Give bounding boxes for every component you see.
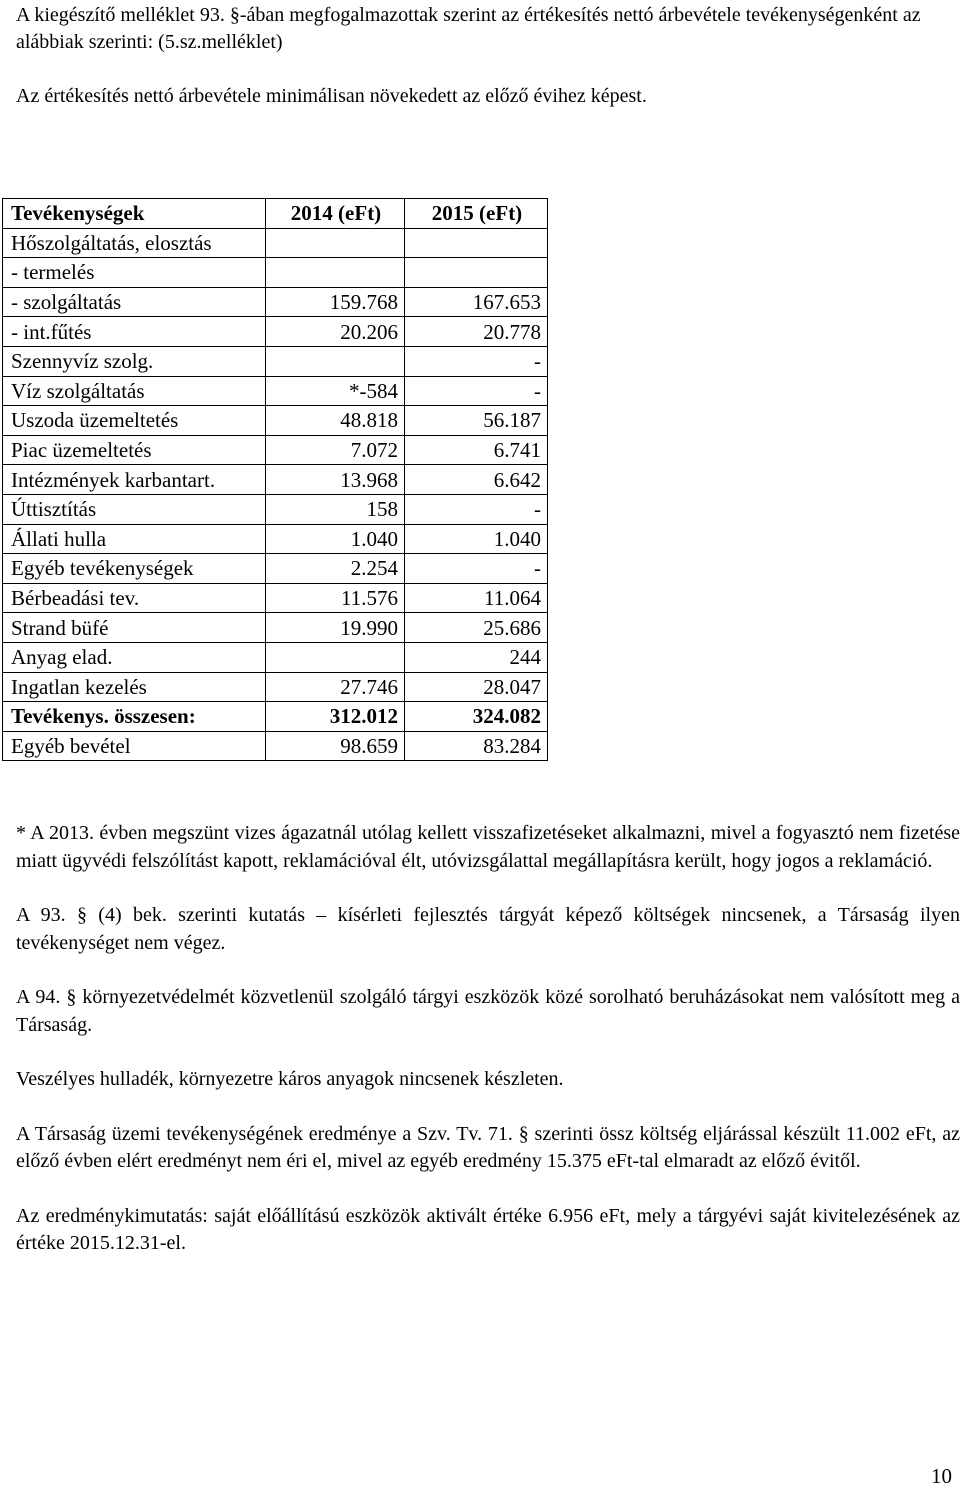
- intro-line-2: Az értékesítés nettó árbevétele minimálisan növekedett az előző évihez képest.: [16, 85, 647, 107]
- value-2014-cell: 1.040: [266, 524, 405, 554]
- header-activity: Tevékenységek: [3, 199, 266, 229]
- activity-cell: - szolgáltatás: [3, 287, 266, 317]
- activity-cell: Úttisztítás: [3, 494, 266, 524]
- value-2014-cell: [266, 642, 405, 672]
- activity-cell: Szennyvíz szolg.: [3, 346, 266, 376]
- activity-cell: Víz szolgáltatás: [3, 376, 266, 406]
- table-row: [3, 731, 548, 761]
- value-2015-cell: 6.642: [405, 465, 548, 495]
- activity-cell: Egyéb tevékenységek: [3, 554, 266, 584]
- activity-cell: - int.fűtés: [3, 317, 266, 347]
- table-row: [3, 494, 548, 524]
- table-row: [3, 228, 548, 258]
- activity-cell: Strand büfé: [3, 613, 266, 643]
- value-2015-cell: 324.082: [405, 702, 548, 732]
- table-row: [3, 642, 548, 672]
- table-row: [3, 583, 548, 613]
- value-2015-cell: 1.040: [405, 524, 548, 554]
- value-2014-cell: 158: [266, 494, 405, 524]
- value-2015-cell: 56.187: [405, 406, 548, 436]
- value-2015-cell: -: [405, 554, 548, 584]
- activity-cell: Ingatlan kezelés: [3, 672, 266, 702]
- value-2015-cell: 11.064: [405, 583, 548, 613]
- table-row: [3, 287, 548, 317]
- value-2014-cell: 7.072: [266, 435, 405, 465]
- note-paragraph: Veszélyes hulladék, környezetre káros anyagok nincsenek készleten.: [16, 1068, 564, 1090]
- header-2015: 2015 (eFt): [405, 199, 548, 229]
- table-header-row: [3, 199, 548, 229]
- table-row: [3, 702, 548, 732]
- value-2015-cell: [405, 258, 548, 288]
- value-2014-cell: 159.768: [266, 287, 405, 317]
- activity-cell: Bérbeadási tev.: [3, 583, 266, 613]
- activity-cell: Egyéb bevétel: [3, 731, 266, 761]
- value-2014-cell: *-584: [266, 376, 405, 406]
- table-row: [3, 258, 548, 288]
- activity-cell: Piac üzemeltetés: [3, 435, 266, 465]
- value-2015-cell: 6.741: [405, 435, 548, 465]
- value-2014-cell: 48.818: [266, 406, 405, 436]
- value-2014-cell: [266, 258, 405, 288]
- table-row: [3, 524, 548, 554]
- table-row: [3, 672, 548, 702]
- activity-cell: Állati hulla: [3, 524, 266, 554]
- value-2014-cell: 13.968: [266, 465, 405, 495]
- value-2015-cell: -: [405, 494, 548, 524]
- value-2015-cell: 20.778: [405, 317, 548, 347]
- note-paragraph: A 93. § (4) bek. szerinti kutatás – kísérleti fejlesztés tárgyát képező költségek nincsenek, a Társaság ilyen tevékenységet nem végez.: [16, 904, 960, 954]
- revenue-table: [2, 198, 548, 761]
- note-paragraph: A 94. § környezetvédelmét közvetlenül szolgáló tárgyi eszközök közé sorolható beruházásokat nem valósított meg a Társaság.: [16, 986, 960, 1036]
- table-row: [3, 613, 548, 643]
- notes: [16, 820, 960, 1285]
- activity-cell: Uszoda üzemeltetés: [3, 406, 266, 436]
- value-2014-cell: 20.206: [266, 317, 405, 347]
- value-2015-cell: 83.284: [405, 731, 548, 761]
- page-number: 10: [931, 1464, 952, 1488]
- note-paragraph: Az eredménykimutatás: saját előállítású eszközök aktivált értéke 6.956 eFt, mely a tárgyévi saját kivitelezésének az értéke 2015.12.31-el.: [16, 1204, 960, 1254]
- value-2015-cell: -: [405, 376, 548, 406]
- activity-cell: - termelés: [3, 258, 266, 288]
- value-2015-cell: 25.686: [405, 613, 548, 643]
- value-2015-cell: 28.047: [405, 672, 548, 702]
- table-row: [3, 465, 548, 495]
- note-paragraph: * A 2013. évben megszünt vizes ágazatnál utólag kellett visszafizetéseket alkalmazni, mivel a fogyasztó nem fizetése miatt ügyvédi felszólítást kapott, reklamációval élt, utóvizsgálattal megállapításra került, hogy jogos a reklamáció.: [16, 822, 960, 872]
- intro: [16, 2, 952, 110]
- table-row: [3, 376, 548, 406]
- intro-line-1: A kiegészítő melléklet 93. §-ában megfogalmazottak szerint az értékesítés nettó árbevétele tevékenységenként az alábbiak szerinti: (5.sz.melléklet): [16, 4, 921, 53]
- value-2014-cell: 11.576: [266, 583, 405, 613]
- table-row: [3, 406, 548, 436]
- activity-cell: Intézmények karbantart.: [3, 465, 266, 495]
- value-2014-cell: [266, 228, 405, 258]
- value-2015-cell: -: [405, 346, 548, 376]
- activity-cell: Tevékenys. összesen:: [3, 702, 266, 732]
- value-2014-cell: 2.254: [266, 554, 405, 584]
- note-paragraph: A Társaság üzemi tevékenységének eredménye a Szv. Tv. 71. § szerinti össz költség eljárással készült 11.002 eFt, az előző évben elért eredményt nem éri el, mivel az egyéb eredmény 15.375 eFt-tal elmaradt az előző évitől.: [16, 1122, 960, 1172]
- value-2014-cell: 312.012: [266, 702, 405, 732]
- table-row: [3, 435, 548, 465]
- value-2014-cell: 98.659: [266, 731, 405, 761]
- value-2015-cell: 167.653: [405, 287, 548, 317]
- value-2015-cell: 244: [405, 642, 548, 672]
- table-row: [3, 317, 548, 347]
- header-2014: 2014 (eFt): [266, 199, 405, 229]
- table-row: [3, 554, 548, 584]
- activity-cell: Anyag elad.: [3, 642, 266, 672]
- activity-cell: Hőszolgáltatás, elosztás: [3, 228, 266, 258]
- value-2014-cell: 19.990: [266, 613, 405, 643]
- value-2015-cell: [405, 228, 548, 258]
- value-2014-cell: [266, 346, 405, 376]
- value-2014-cell: 27.746: [266, 672, 405, 702]
- table-row: [3, 346, 548, 376]
